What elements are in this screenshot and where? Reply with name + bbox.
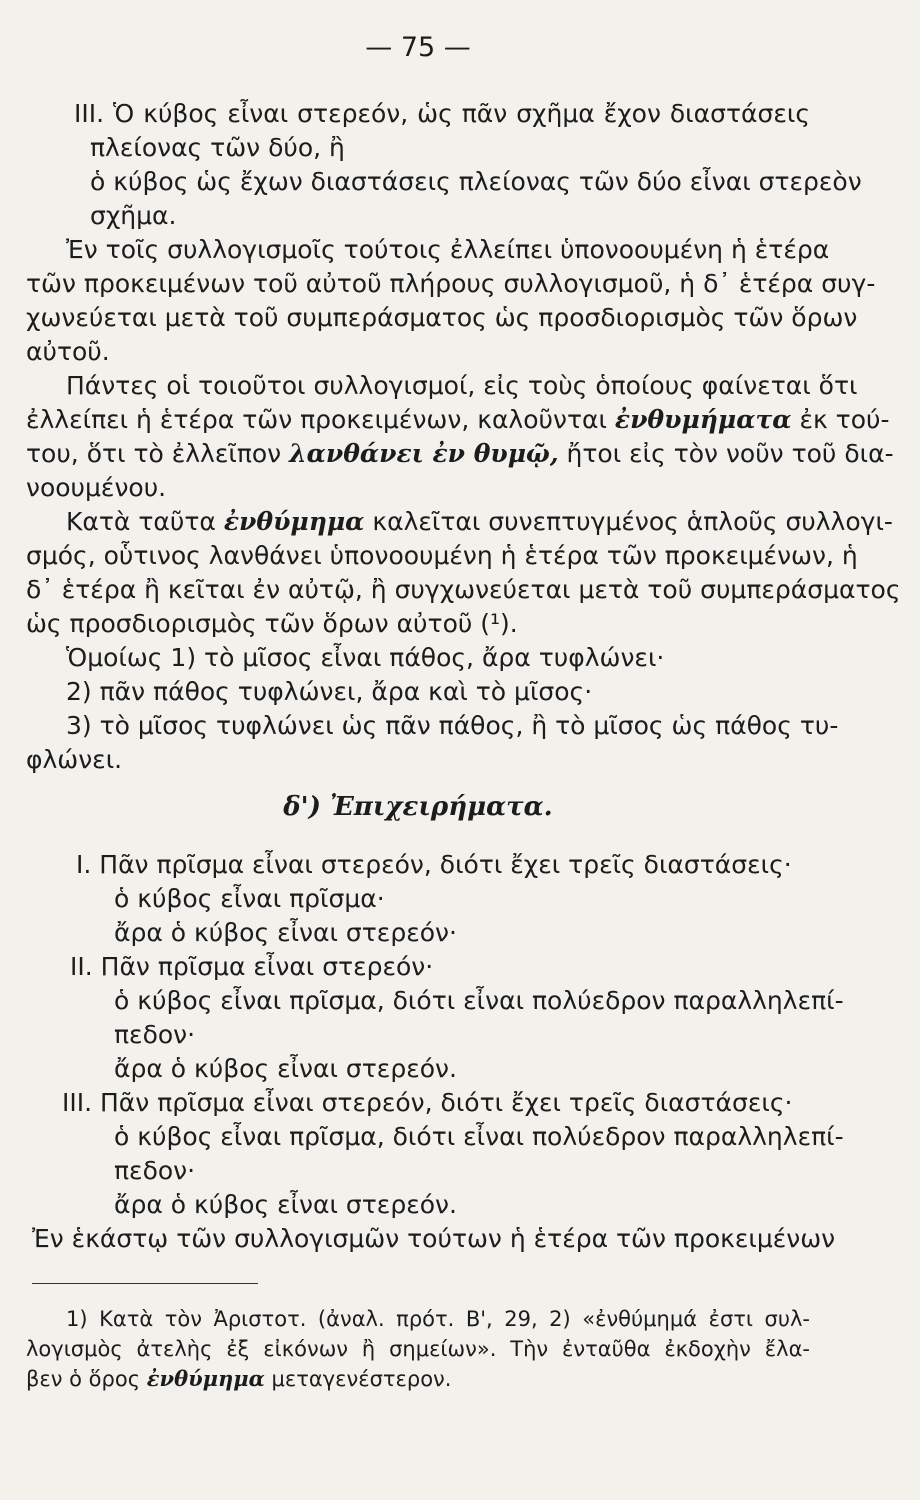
text-line: II. Πᾶν πρῖσμα εἶναι στερεόν· — [70, 952, 434, 981]
text-run: καλεῖται συνεπτυγμένος ἁπλοῦς συλλογι- — [372, 507, 893, 536]
footnote-divider — [32, 1283, 258, 1284]
text-line: χωνεύεται μετὰ τοῦ συμπεράσματος ὡς προσδιορισμὸς τῶν ὅρων — [26, 303, 858, 332]
term-enthymemata: ἐνθυμήματα — [614, 405, 792, 434]
text-line: αὐτοῦ. — [26, 337, 110, 366]
text-run: μεταγενέστερον. — [271, 1367, 452, 1391]
text-line: σχῆμα. — [90, 201, 177, 230]
text-line — [26, 437, 894, 471]
text-line: σμός, οὗτινος λανθάνει ὑπονοουμένη ἡ ἑτέρα τῶν προκειμένων, ἡ — [26, 541, 858, 570]
footnote-line: 1) Κατὰ τὸν Ἀριστοτ. (ἀναλ. πρότ. Β', 29, 2) «ἐνθύμημά ἐστι συλ- — [66, 1307, 810, 1331]
text-run: του, ὅτι τὸ ἐλλεῖπον — [26, 439, 282, 468]
term-enthymema-footnote: ἐνθύμημα — [146, 1366, 265, 1391]
text-line: Ἐν τοῖς συλλογισμοῖς τούτοις ἐλλείπει ὑπονοουμένη ἡ ἑτέρα — [66, 235, 830, 264]
text-run: Κατὰ ταῦτα — [66, 507, 216, 536]
term-enthymema: ἐνθύμημα — [223, 507, 365, 536]
text-line: ὁ κύβος ὡς ἔχων διαστάσεις πλείονας τῶν δύο εἶναι στερεὸν — [90, 167, 862, 196]
text-line: τῶν προκειμένων τοῦ αὐτοῦ πλήρους συλλογισμοῦ, ἡ δ᾽ ἑτέρα συγ- — [26, 269, 876, 298]
text-line — [26, 403, 890, 437]
text-line: δ᾽ ἑτέρα ἢ κεῖται ἐν αὐτῷ, ἢ συγχωνεύεται μετὰ τοῦ συμπεράσματος — [26, 575, 901, 604]
text-run: ἤτοι εἰς τὸν νοῦν τοῦ δια- — [566, 439, 894, 468]
text-line: III. Ὁ κύβος εἶναι στερεόν, ὡς πᾶν σχῆμα ἔχον διαστάσεις — [74, 99, 810, 128]
section-heading: δ') Ἐπιχειρήματα. — [283, 792, 553, 822]
text-line: πεδον· — [114, 1020, 196, 1049]
text-line: III. Πᾶν πρῖσμα εἶναι στερεόν, διότι ἔχει τρεῖς διαστάσεις· — [62, 1088, 793, 1117]
footnote-line: λογισμὸς ἀτελὴς ἐξ εἰκόνων ἢ σημείων». Τὴν ἐνταῦθα ἐκδοχὴν ἔλα- — [26, 1337, 810, 1361]
text-line: νοουμένου. — [26, 473, 167, 502]
text-line: πλείονας τῶν δύο, ἢ — [90, 133, 345, 162]
text-line: ὁ κύβος εἶναι πρῖσμα, διότι εἶναι πολύεδρον παραλληλεπί- — [114, 986, 844, 1015]
text-run: ἐκ τού- — [799, 405, 890, 434]
text-run: ἐλλείπει ἡ ἑτέρα τῶν προκειμένων, καλοῦνται — [26, 405, 607, 434]
page-number: — 75 — — [365, 32, 471, 63]
text-line: Ἐν ἑκάστῳ τῶν συλλογισμῶν τούτων ἡ ἑτέρα τῶν προκειμένων — [32, 1224, 836, 1253]
term-lanthanei: λανθάνει ἐν θυμῷ, — [289, 439, 559, 468]
text-line: Πάντες οἱ τοιοῦτοι συλλογισμοί, εἰς τοὺς ὁποίους φαίνεται ὅτι — [66, 371, 858, 400]
footnote-line — [26, 1364, 810, 1394]
text-line — [66, 505, 893, 539]
text-line: ὁ κύβος εἶναι πρῖσμα, διότι εἶναι πολύεδρον παραλληλεπί- — [114, 1122, 844, 1151]
text-line: 2) πᾶν πάθος τυφλώνει, ἄρα καὶ τὸ μῖσος· — [66, 677, 593, 706]
text-line: πεδον· — [114, 1156, 196, 1185]
text-line: Ὁμοίως 1) τὸ μῖσος εἶναι πάθος, ἄρα τυφλώνει· — [66, 643, 665, 672]
text-line: ἄρα ὁ κύβος εἶναι στερεόν. — [114, 1054, 457, 1083]
text-line: I. Πᾶν πρῖσμα εἶναι στερεόν, διότι ἔχει τρεῖς διαστάσεις· — [76, 850, 792, 879]
text-run: βεν ὁ ὅρος — [26, 1367, 141, 1391]
text-line: φλώνει. — [26, 745, 123, 774]
text-line: 3) τὸ μῖσος τυφλώνει ὡς πᾶν πάθος, ἢ τὸ μῖσος ὡς πάθος τυ- — [66, 711, 839, 740]
text-line: ὁ κύβος εἶναι πρῖσμα· — [114, 884, 385, 913]
text-line: ἄρα ὁ κύβος εἶναι στερεόν. — [114, 1190, 457, 1219]
text-line: ἄρα ὁ κύβος εἶναι στερεόν· — [114, 918, 457, 947]
text-line: ὡς προσδιορισμὸς τῶν ὅρων αὐτοῦ (¹). — [26, 609, 518, 638]
